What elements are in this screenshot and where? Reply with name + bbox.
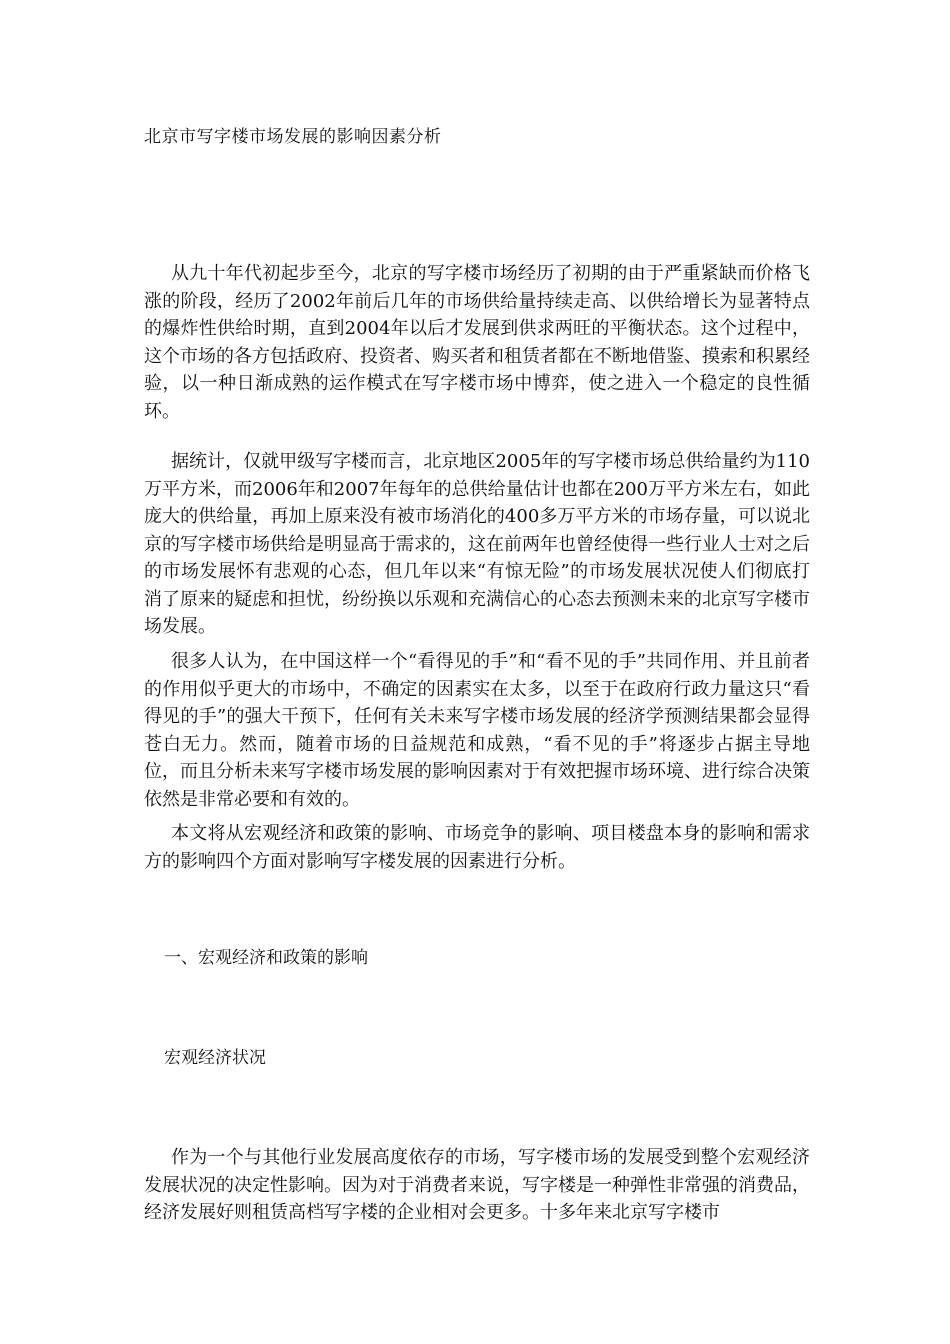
body-paragraph-4: 本文将从宏观经济和政策的影响、市场竞争的影响、项目楼盘本身的影响和需求方的影响四个方面对影响写字楼发展的因素进行分析。 [144,823,810,872]
body-paragraph-2: 据统计，仅就甲级写字楼而言，北京地区2005年的写字楼市场总供给量约为110万平方米，而2006年和2007年每年的总供给量估计也都在200万平方米左右，如此庞大的供给量，再加上原来没有被市场消化的400多万平方米的市场存量，可以说北京的写字楼市场供给是明显高于需求的，这在前两年也曾经使得一些行业人士对之后的市场发展怀有悲观的心态，但几年以来“有惊无险”的市场发展状况使人们彻底打消了原来的疑虑和担忧，纷纷换以乐观和充满信心的心态去预测未来的北京写字楼市场发展。 [144,451,810,637]
body-paragraph-3: 很多人认为，在中国这样一个“看得见的手”和“看不见的手”共同作用、并且前者的作用似乎更大的市场中，不确定的因素实在太多，以至于在政府行政力量这只“看得见的手”的强大干预下，任何有关未来写字楼市场发展的经济学预测结果都会显得苍白无力。然而，随着市场的日益规范和成熟，“看不见的手”将逐步占据主导地位，而且分析未来写字楼市场发展的影响因素对于有效把握市场环境、进行综合决策依然是非常必要和有效的。 [144,651,810,810]
section-heading: 一、宏观经济和政策的影响 [164,948,368,968]
section-paragraph: 作为一个与其他行业发展高度依存的市场，写字楼市场的发展受到整个宏观经济发展状况的决定性影响。因为对于消费者来说，写字楼是一种弹性非常强的消费品，经济发展好则租赁高档写字楼的企业相对会更多。十多年来北京写字楼市 [144,1147,810,1223]
subsection-heading: 宏观经济状况 [164,1048,266,1068]
body-paragraph-1: 从九十年代初起步至今，北京的写字楼市场经历了初期的由于严重紧缺而价格飞涨的阶段，经历了2002年前后几年的市场供给量持续走高、以供给增长为显著特点的爆炸性供给时期，直到2004年以后才发展到供求两旺的平衡状态。这个过程中，这个市场的各方包括政府、投资者、购买者和租赁者都在不断地借鉴、摸索和积累经验，以一种日渐成熟的运作模式在写字楼市场中博弈，使之进入一个稳定的良性循环。 [144,263,810,422]
document-title: 北京市写字楼市场发展的影响因素分析 [144,127,442,147]
